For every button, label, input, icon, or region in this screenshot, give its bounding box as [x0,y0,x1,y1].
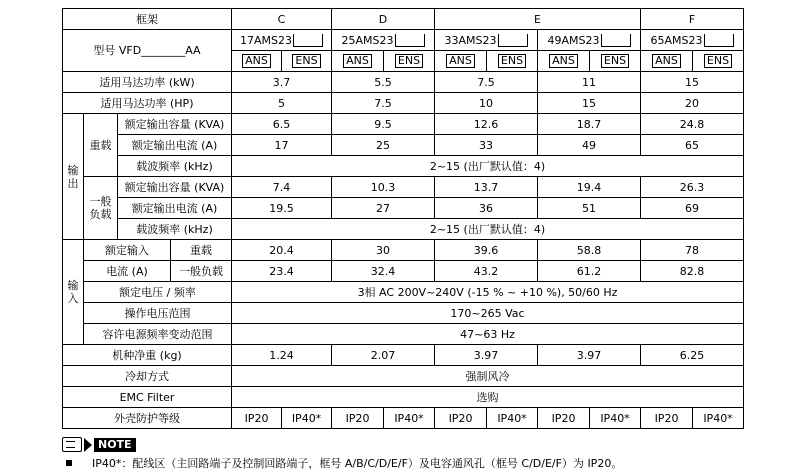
cell-wide: 2~15 (出厂默认值：4) [232,219,744,240]
cell: IP20 [538,408,590,429]
cell: IP40* [384,408,435,429]
row-label: 适用马达功率 (HP) [63,93,232,114]
input-section-label [63,240,84,345]
normal-label [84,177,118,240]
cell-wide: 强制风冷 [232,366,744,387]
row-label: 冷却方式 [63,366,232,387]
cell: 13.7 [435,177,538,198]
ans-label: ANS [343,54,372,68]
op-voltage-row [63,303,744,324]
ens-label: ENS [704,54,732,68]
bullet-icon [66,460,72,466]
ip-row [63,408,744,429]
cooling-row [63,366,744,387]
row-label: 重载 [171,240,232,261]
ans-label: ANS [652,54,681,68]
row-label: 额定输出容量 (KVA) [118,114,232,135]
ens-cell [487,51,538,72]
cell: 58.8 [538,240,641,261]
model-label: 型号 VFD________AA [63,30,232,72]
note-label: NOTE [94,438,136,452]
cell-wide: 选购 [232,387,744,408]
row-label: 额定输出电流 (A) [118,135,232,156]
cell: 6.5 [232,114,332,135]
cell: 7.4 [232,177,332,198]
ens-label: ENS [292,54,320,68]
cell: 23.4 [232,261,332,282]
note-hand-icon [62,437,82,452]
cell: 69 [641,198,744,219]
cell: 3.97 [435,345,538,366]
frame-c: C [232,9,332,30]
frame-f: F [641,9,744,30]
model-blank [293,34,323,47]
model-17 [232,30,332,51]
ens-cell [282,51,332,72]
normal-label-1: 一般 [89,195,112,208]
row-label: 载波频率 (kHz) [118,156,232,177]
frame-label: 框架 [63,9,232,30]
motor-hp-row [63,93,744,114]
ans-label: ANS [242,54,271,68]
cell: 33 [435,135,538,156]
cell: 5 [232,93,332,114]
row-label: 操作电压范围 [84,303,232,324]
cell: IP20 [232,408,282,429]
cell: 3.97 [538,345,641,366]
cell: 20.4 [232,240,332,261]
cell: 9.5 [332,114,435,135]
ens-label: ENS [395,54,423,68]
cell-wide: 3相 AC 200V~240V (-15 % ~ +10 %), 50/60 Hz [232,282,744,303]
cell: IP20 [332,408,384,429]
normal-capacity-row [63,177,744,198]
normal-carrier-row [63,219,744,240]
cell: 26.3 [641,177,744,198]
model-blank [704,34,734,47]
ens-label: ENS [601,54,629,68]
row-label: 外壳防护等级 [63,408,232,429]
output-section-label [63,114,84,240]
cell: 78 [641,240,744,261]
footnote-text: IP40*：配线区（主回路端子及控制回路端子，框号 A/B/C/D/E/F）及电容通风孔（框号 C/D/E/F）为 IP20。 [92,457,623,470]
ens-label: ENS [498,54,526,68]
cell: 2.07 [332,345,435,366]
cell: IP40* [590,408,641,429]
normal-label-2: 负载 [89,208,112,221]
heavy-current-row [63,135,744,156]
emc-row [63,387,744,408]
row-label: 额定电压 / 频率 [84,282,232,303]
rated-input-label-2: 电流 (A) [84,261,171,282]
ans-cell [435,51,487,72]
ans-label: ANS [446,54,475,68]
row-label: 一般负载 [171,261,232,282]
cell: 17 [232,135,332,156]
model-17-text: 17AMS23 [240,33,292,47]
cell: 1.24 [232,345,332,366]
model-33 [435,30,538,51]
output-label-1: 输 [67,163,79,177]
cell: 19.4 [538,177,641,198]
heavy-label: 重载 [84,114,118,177]
ens-cell [384,51,435,72]
cell: 5.5 [332,72,435,93]
heavy-capacity-row [63,114,744,135]
cell: 10 [435,93,538,114]
cell: 15 [641,72,744,93]
normal-current-row [63,198,744,219]
cell: 49 [538,135,641,156]
note-header [62,437,136,452]
cell: 39.6 [435,240,538,261]
cell: 12.6 [435,114,538,135]
cell: 19.5 [232,198,332,219]
input-normal-row [63,261,744,282]
cell: IP40* [693,408,744,429]
cell-wide: 170~265 Vac [232,303,744,324]
cell: 15 [538,93,641,114]
cell: 3.7 [232,72,332,93]
cell: 24.8 [641,114,744,135]
cell: 27 [332,198,435,219]
cell: 65 [641,135,744,156]
cell-wide: 2~15 (出厂默认值：4) [232,156,744,177]
cell: 36 [435,198,538,219]
spec-table [62,8,744,429]
ans-label: ANS [549,54,578,68]
input-label-1: 输 [67,279,79,292]
row-label: EMC Filter [63,387,232,408]
footnote [66,455,622,471]
row-label: 容许电源频率变动范围 [84,324,232,345]
heavy-carrier-row [63,156,744,177]
cell-wide: 47~63 Hz [232,324,744,345]
cell: 7.5 [332,93,435,114]
ans-cell [538,51,590,72]
ans-cell [332,51,384,72]
cell: 82.8 [641,261,744,282]
row-label: 适用马达功率 (kW) [63,72,232,93]
note-arrow-icon [84,438,92,452]
model-blank [601,34,631,47]
cell: 11 [538,72,641,93]
model-49-text: 49AMS23 [547,33,600,47]
input-label-2: 入 [67,292,79,305]
ens-cell [693,51,744,72]
cell: 6.25 [641,345,744,366]
row-label: 机种净重 (kg) [63,345,232,366]
motor-kw-row [63,72,744,93]
ens-cell [590,51,641,72]
cell: 32.4 [332,261,435,282]
model-blank [498,34,528,47]
cell: 61.2 [538,261,641,282]
output-label-2: 出 [67,176,79,190]
cell: IP40* [487,408,538,429]
frame-d: D [332,9,435,30]
cell: 43.2 [435,261,538,282]
frame-row [63,9,744,30]
ans-cell [641,51,693,72]
cell: 18.7 [538,114,641,135]
weight-row [63,345,744,366]
model-row [63,30,744,51]
ans-cell [232,51,282,72]
model-49 [538,30,641,51]
model-25-text: 25AMS23 [341,33,394,47]
rated-input-label-1: 额定输入 [84,240,171,261]
model-25 [332,30,435,51]
cell: IP20 [435,408,487,429]
model-65 [641,30,744,51]
cell: IP20 [641,408,693,429]
input-heavy-row [63,240,744,261]
cell: IP40* [282,408,332,429]
cell: 51 [538,198,641,219]
rated-voltage-row [63,282,744,303]
model-65-text: 65AMS23 [650,33,703,47]
cell: 7.5 [435,72,538,93]
model-blank [395,34,425,47]
row-label: 载波频率 (kHz) [118,219,232,240]
cell: 25 [332,135,435,156]
row-label: 额定输出电流 (A) [118,198,232,219]
model-33-text: 33AMS23 [444,33,497,47]
cell: 30 [332,240,435,261]
cell: 20 [641,93,744,114]
cell: 10.3 [332,177,435,198]
frame-e: E [435,9,641,30]
row-label: 额定输出容量 (KVA) [118,177,232,198]
freq-range-row [63,324,744,345]
